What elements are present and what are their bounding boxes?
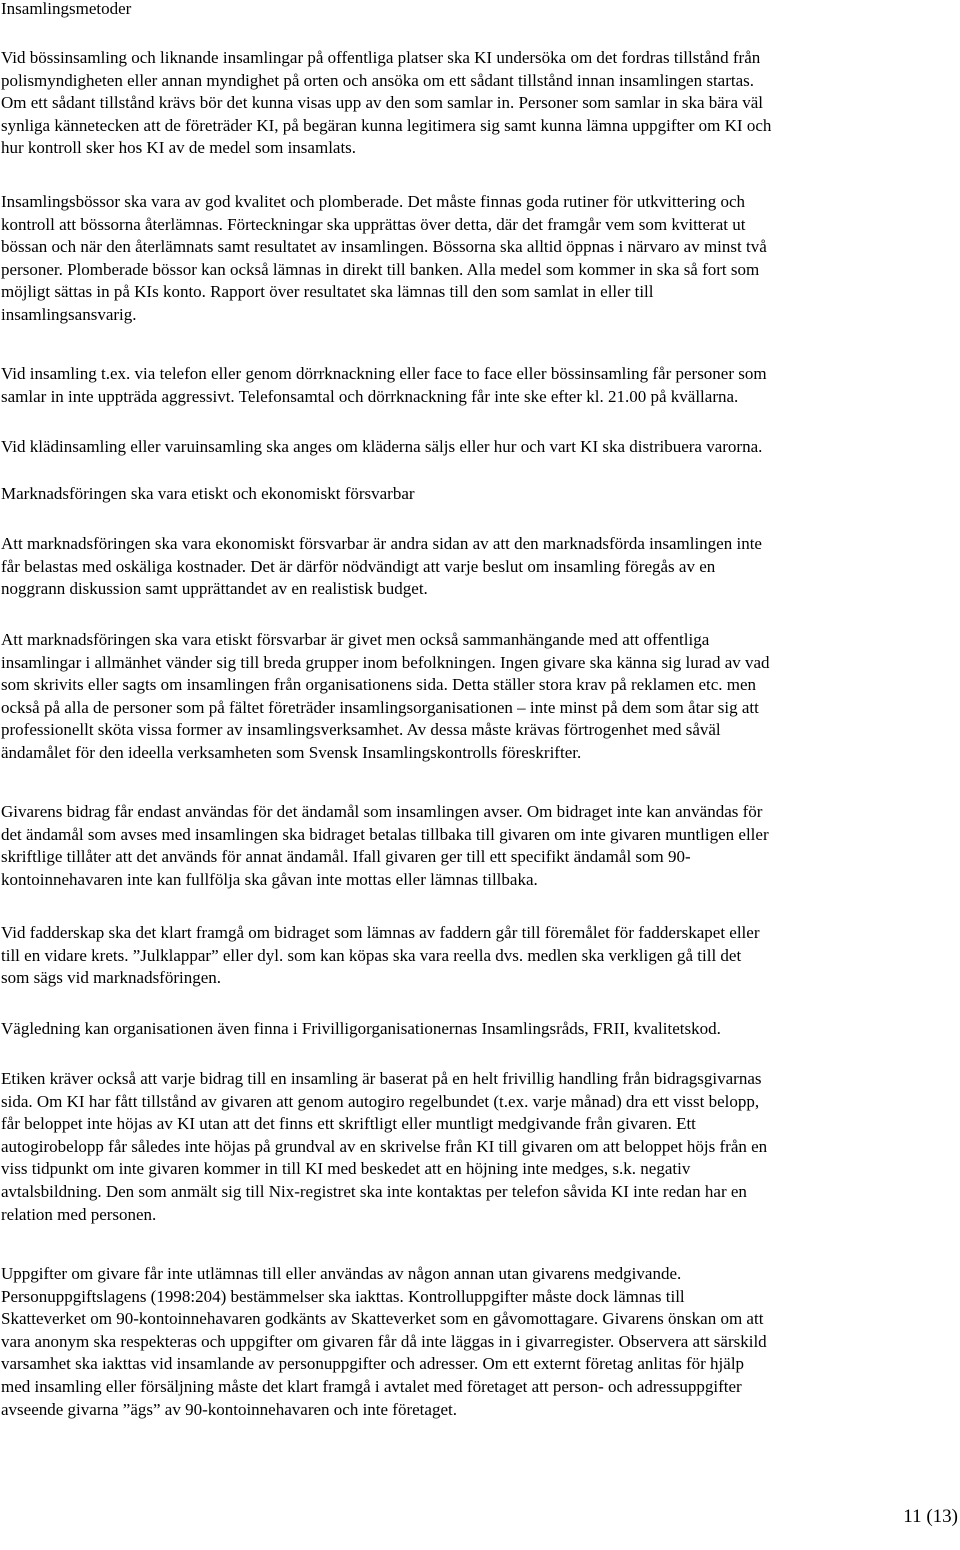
paragraph-fadderskap: [1, 922, 956, 990]
paragraph-line: får belastas med oskäliga kostnader. Det är därför nödvändigt att varje beslut om insamling föregås av en: [1, 556, 716, 576]
paragraph-line: avtalsbildning. Den som anmält sig till Nix-registret ska inte kontaktas per telefon såvida KI inte redan har en: [1, 1181, 747, 1201]
paragraph-bossinsamling: [1, 47, 956, 160]
paragraph-line: samlar in inte uppträda aggressivt. Telefonsamtal och dörrknackning får inte ske efter kl. 21.00 på kvällarna.: [1, 386, 739, 406]
paragraph-line: Vid bössinsamling och liknande insamlingar på offentliga platser ska KI undersöka om det fordras tillstånd från: [1, 48, 761, 67]
paragraph-line: också på alla de personer som på fältet företräder insamlingsorganisationen – inte minst på dem som åtar sig att: [1, 697, 759, 717]
paragraph-line: professionellt sköta vissa former av insamlingsverksamhet. Av dessa måste krävas förtrogenhet med såväl: [1, 720, 721, 740]
paragraph-line: Etiken kräver också att varje bidrag till en insamling är baserat på en helt frivillig handling från bidragsgivarnas: [1, 1069, 762, 1088]
paragraph-line: viss tidpunkt om inte givaren kommer in till KI med beskedet att en höjning inte medges, s.k. negativ: [1, 1159, 691, 1179]
paragraph-line: polismyndigheten eller annan myndighet på orten och ansöka om ett sådant tillstånd innan insamlingen startas.: [1, 70, 755, 90]
paragraph-line: till en vidare krets. ”Julklappar” eller dyl. som kan köpas ska vara reella dvs. medlen ska verkligen gå till det: [1, 945, 742, 965]
paragraph-kladinsamling: [1, 436, 956, 459]
paragraph-insamling-telefon: [1, 363, 956, 408]
paragraph-line: avseende givarna ”ägs” av 90-kontoinnehavaren och inte företaget.: [1, 1399, 457, 1419]
paragraph-line: kontoinnehavaren inte kan fullfölja ska gåvan inte mottas eller lämnas tillbaka.: [1, 869, 538, 889]
paragraph-line: Vägledning kan organisationen även finna i Frivilligorganisationernas Insamlingsråds, FRII, kvalitetskod.: [1, 1019, 721, 1038]
paragraph-line: Att marknadsföringen ska vara etiskt försvarbar är givet men också sammanhängande med att offentliga: [1, 630, 710, 649]
paragraph-uppgifter-om-givare: [1, 1263, 956, 1421]
paragraph-line: som sägs vid marknadsföringen.: [1, 968, 222, 988]
paragraph-line: Om ett sådant tillstånd krävs bör det kunna visas upp av den som samlar in. Personer som samlar in ska bära väl: [1, 93, 764, 113]
paragraph-givarens-bidrag: [1, 801, 956, 891]
paragraph-line: Skatteverket om 90-kontoinnehavaren godkänts av Skatteverket som en gåvomottagare. Givarens önskan om att: [1, 1309, 764, 1329]
paragraph-line: skriftlige tillåter att det används för annat ändamål. Ifall givaren ger till ett specifikt ändamål som 90-: [1, 847, 691, 867]
paragraph-line: personer. Plomberade bössor kan också lämnas in direkt till banken. Alla medel som kommer in ska så fort som: [1, 259, 760, 279]
paragraph-line: insamlingar i allmänhet vänder sig till breda grupper inom befolkningen. Ingen givare ska känna sig lurad av vad: [1, 652, 770, 672]
paragraph-line: som skrivits eller sagts om insamlingen från organisationens sida. Detta ställer stora krav på reklamen etc. men: [1, 675, 757, 695]
paragraph-line: kontroll att bössorna återlämnas. Förteckningar ska upprättas över detta, där det framgår vem som kvitterat ut: [1, 214, 746, 234]
paragraph-line: autogirobelopp får således inte höjas på grundval av en skrivelse från KI till givaren om att beloppet höjs från en: [1, 1136, 768, 1156]
page-heading: Insamlingsmetoder: [1, 0, 132, 18]
paragraph-line: med insamling eller försäljning måste det klart framgå i avtalet med företaget att person- och adressuppgifter: [1, 1376, 742, 1396]
paragraph-line: sida. Om KI har fått tillstånd av givaren att genom autogiro regelbundet (t.ex. varje månad) dra ett visst belopp,: [1, 1091, 760, 1111]
paragraph-etiken: [1, 1068, 956, 1226]
paragraph-etiskt-forsvarbar: [1, 629, 956, 765]
paragraph-line: Vid insamling t.ex. via telefon eller genom dörrknackning eller face to face eller bössinsamling får personer som: [1, 364, 767, 383]
paragraph-line: möjligt sättas in på KIs konto. Rapport över resultatet ska lämnas till den som samlat in eller till: [1, 282, 654, 302]
paragraph-ekonomiskt-forsvarbar: [1, 533, 956, 601]
paragraph-line: ändamålet för den ideella verksamheten som Svensk Insamlingskontrolls föreskrifter.: [1, 742, 582, 762]
paragraph-line: insamlingsansvarig.: [1, 304, 137, 324]
paragraph-line: får beloppet inte höjas av KI utan att det finns ett skriftligt eller muntligt medgivande från givaren. Ett: [1, 1114, 696, 1134]
paragraph-line: Att marknadsföringen ska vara ekonomiskt försvarbar är andra sidan av att den marknadsförda insamlingen inte: [1, 534, 762, 553]
paragraph-line: Uppgifter om givare får inte utlämnas till eller användas av någon annan utan givarens medgivande.: [1, 1264, 682, 1283]
section-heading: Marknadsföringen ska vara etiskt och ekonomiskt försvarbar: [1, 484, 415, 503]
paragraph-line: varsamhet ska iakttas vid insamlande av personuppgifter och adresser. Om ett externt företag anlitas för hjälp: [1, 1354, 745, 1374]
paragraph-line: Vid klädinsamling eller varuinsamling ska anges om kläderna säljs eller hur och vart KI ska distribuera varorna.: [1, 437, 763, 456]
paragraph-line: Insamlingsbössor ska vara av god kvalitet och plomberade. Det måste finnas goda rutiner för utkvittering och: [1, 192, 746, 211]
paragraph-line: vara anonym ska respekteras och uppgifter om givaren får då inte läggas in i givarregister. Observera att särskild: [1, 1331, 767, 1351]
paragraph-line: hur kontroll sker hos KI av de medel som insamlats.: [1, 138, 357, 158]
paragraph-line: noggrann diskussion samt upprättandet av en realistisk budget.: [1, 579, 428, 599]
paragraph-line: relation med personen.: [1, 1204, 157, 1224]
paragraph-line: bössan och när den återlämnats samt resultatet av insamlingen. Bössorna ska alltid öppnas i närvaro av minst två: [1, 237, 767, 257]
paragraph-line: synliga kännetecken att de företräder KI, på begäran kunna legitimera sig samt kunna lämna uppgifter om KI och: [1, 115, 772, 135]
paragraph-line: det ändamål som avses med insamlingen ska bidraget betalas tillbaka till givaren om inte givaren muntligen eller: [1, 824, 769, 844]
paragraph-line: Givarens bidrag får endast användas för det ändamål som insamlingen avser. Om bidraget inte kan användas för: [1, 802, 763, 821]
paragraph-insamlingsbossor: [1, 191, 956, 327]
paragraph-line: Personuppgiftslagens (1998:204) bestämmelser ska iakttas. Kontrolluppgifter måste dock lämnas till: [1, 1286, 685, 1306]
paragraph-vagledning: [1, 1018, 956, 1041]
page-number: 11 (13): [903, 1506, 958, 1527]
paragraph-line: Vid fadderskap ska det klart framgå om bidraget som lämnas av faddern går till föremålet för fadderskapet eller: [1, 923, 760, 942]
